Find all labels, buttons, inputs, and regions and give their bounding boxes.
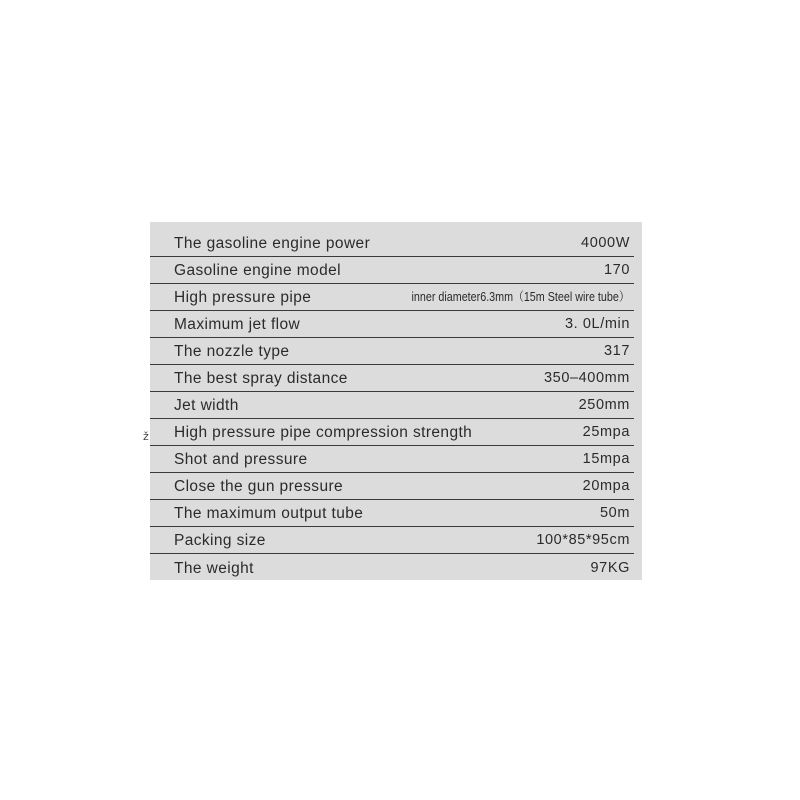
spec-row-spray-distance (150, 365, 634, 392)
spec-value: 3. 0L/min (564, 316, 630, 332)
spec-label: High pressure pipe (174, 289, 312, 306)
spec-row-shot-pressure (150, 446, 634, 473)
spec-value: 25mpa (582, 424, 630, 440)
spec-label: The maximum output tube (174, 505, 364, 522)
spec-row-close-gun-pressure (150, 473, 634, 500)
spec-value: 15mpa (582, 451, 630, 467)
spec-label: The weight (174, 560, 254, 577)
spec-label: Shot and pressure (174, 451, 308, 468)
spec-row-jet-flow (150, 311, 634, 338)
spec-value: 350–400mm (543, 370, 630, 386)
spec-label: Packing size (174, 532, 266, 549)
spec-row-output-tube (150, 500, 634, 527)
spec-row-engine-power (150, 230, 634, 257)
spec-label: Close the gun pressure (174, 478, 344, 495)
spec-value: 100*85*95cm (536, 532, 630, 548)
spec-value: 250mm (578, 397, 630, 413)
spec-label: The nozzle type (174, 343, 290, 360)
spec-row-high-pressure-pipe (150, 284, 634, 311)
spec-row-jet-width (150, 392, 634, 419)
spec-row-compression-strength (143, 419, 634, 446)
spec-label: The gasoline engine power (174, 235, 371, 252)
spec-table (143, 222, 642, 580)
spec-value: 4000W (581, 235, 630, 251)
spec-row-packing-size (150, 527, 634, 554)
spec-value: 20mpa (582, 478, 630, 494)
spec-value: inner diameter6.3mm（15m Steel wire tube） (411, 290, 630, 304)
spec-row-nozzle-type (150, 338, 634, 365)
spec-label: Gasoline engine model (174, 262, 341, 279)
spec-value: 317 (604, 343, 630, 359)
spec-value: 97KG (590, 560, 630, 576)
spec-value: 50m (599, 505, 630, 521)
spec-value: 170 (604, 262, 630, 278)
spec-label: Maximum jet flow (174, 316, 301, 333)
spec-label: The best spray distance (174, 370, 348, 387)
spec-label: High pressure pipe compression strength (174, 424, 473, 441)
row-mark: ž (143, 430, 149, 443)
spec-label: Jet width (174, 397, 239, 414)
spec-row-engine-model (150, 257, 634, 284)
spec-row-weight (150, 554, 634, 581)
